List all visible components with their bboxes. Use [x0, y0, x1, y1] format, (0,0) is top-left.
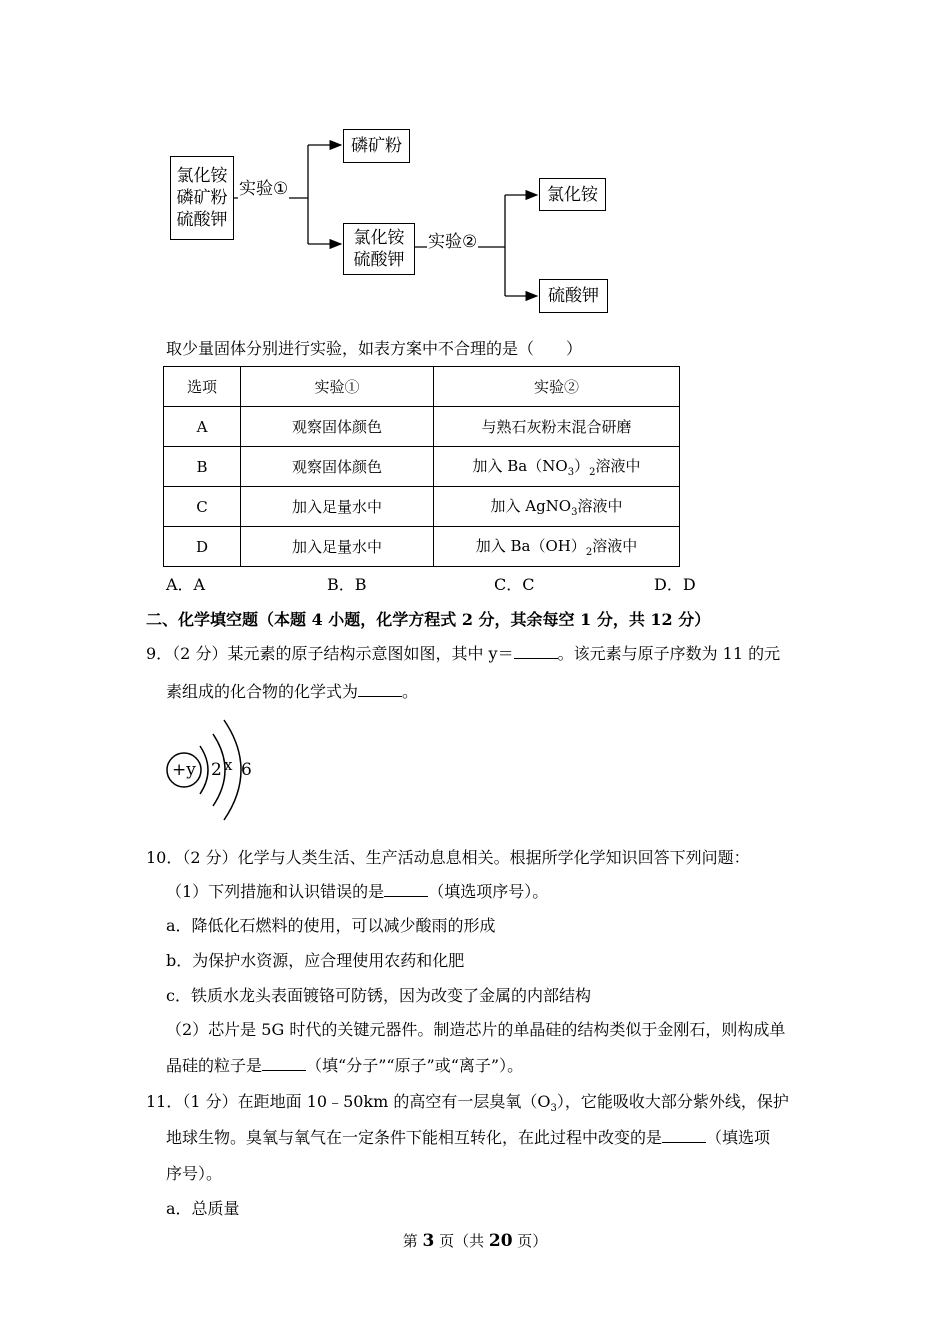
start-box-line-1: 氯化铵 — [176, 166, 228, 186]
mid-box-line-1: 氯化铵 — [353, 228, 405, 248]
q10-part2-line-2 — [166, 1053, 523, 1076]
q11-option-a: a．总质量 — [166, 1199, 240, 1218]
q10-option-c: c．铁质水龙头表面镀铬可防锈，因为改变了金属的内部结构 — [166, 986, 591, 1005]
choice-b: B．B — [327, 575, 367, 594]
q9-line-1 — [146, 641, 780, 664]
exp2-pre: 加入 Ba（NO — [472, 457, 568, 475]
shell-3-count: 6 — [241, 760, 252, 780]
answer-blank — [358, 682, 402, 697]
table-cell-exp2 — [434, 487, 680, 527]
choice-a: A．A — [166, 575, 206, 594]
q11-line-3: 序号）。 — [166, 1164, 223, 1183]
table-row — [164, 527, 680, 567]
q10-part2-line-2-b: （填“分子”“原子”或“离子”）。 — [306, 1056, 524, 1075]
table-header-row — [164, 367, 680, 407]
top-result-text: 磷矿粉 — [351, 136, 402, 156]
result-b-box — [539, 279, 608, 313]
answer-blank — [662, 1128, 706, 1143]
table-cell-option: A — [164, 407, 241, 447]
table-cell-exp1: 加入足量水中 — [241, 527, 434, 567]
q11-line-2-b: （填选项 — [706, 1128, 771, 1147]
start-box-line-2: 磷矿粉 — [176, 188, 228, 208]
table-row — [164, 407, 680, 447]
nucleus-charge: +y — [172, 760, 196, 780]
q10-part1-a: （1）下列措施和认识错误的是 — [166, 882, 385, 901]
exp2-sub: 2 — [585, 547, 593, 558]
exp2-sub: 3 — [567, 467, 575, 478]
exp2-mid: ） — [574, 457, 590, 475]
q11-line-1-b: ），它能吸收大部分紫外线，保护 — [556, 1092, 789, 1111]
q9-line-2 — [166, 679, 418, 702]
table-cell-option: D — [164, 527, 241, 567]
footer-post: 页） — [512, 1232, 548, 1250]
result-a-text: 氯化铵 — [547, 184, 598, 205]
footer-mid: 页（共 — [434, 1232, 489, 1250]
answer-blank — [514, 644, 558, 659]
exp2-post: 溶液中 — [577, 497, 623, 515]
table-cell-exp1: 观察固体颜色 — [241, 407, 434, 447]
result-b-text: 硫酸钾 — [548, 286, 599, 306]
table-header-cell: 实验① — [241, 367, 434, 407]
choice-c: C．C — [494, 575, 535, 594]
result-a-box — [539, 178, 606, 211]
table-cell-exp1: 加入足量水中 — [241, 487, 434, 527]
mid-box-line-2: 硫酸钾 — [353, 250, 405, 270]
start-box — [170, 156, 234, 240]
q11-line-1-sub: 3 — [550, 1103, 557, 1115]
exp2-post: 溶液中 — [595, 457, 641, 475]
table-cell-exp2: 与熟石灰粉末混合研磨 — [434, 407, 680, 447]
top-result-box — [343, 129, 410, 163]
mid-box — [343, 223, 415, 275]
section-title: 二、化学填空题（本题 4 小题，化学方程式 2 分，其余每空 1 分，共 12 分） — [146, 610, 711, 629]
q11-line-1-a: 11．（1 分）在距地面 10﹣50km 的高空有一层臭氧（O — [146, 1092, 551, 1111]
exp2-label: 实验② — [427, 227, 478, 252]
q9-line-2-b: 。 — [402, 682, 419, 701]
exp2-sub: 2 — [589, 467, 596, 478]
exp1-label: 实验① — [238, 174, 289, 199]
table-header-cell: 选项 — [164, 367, 241, 407]
q9-line-1-b: 。该元素与原子序数为 11 的元 — [557, 644, 781, 663]
q11-line-1 — [146, 1089, 789, 1114]
choice-d: D．D — [654, 575, 696, 594]
q11-line-2-a: 地球生物。臭氧与氧气在一定条件下能相互转化，在此过程中改变的是 — [166, 1128, 663, 1147]
answer-blank — [384, 882, 428, 897]
q9-line-2-a: 素组成的化合物的化学式为 — [166, 682, 359, 701]
exp2-pre: 加入 AgNO — [490, 497, 572, 515]
q10-part1 — [166, 879, 548, 902]
flow-arrows — [0, 0, 950, 330]
q10-part1-b: （填选项序号）。 — [428, 882, 549, 901]
page-footer — [0, 1230, 950, 1251]
exp2-sub: 3 — [571, 507, 578, 518]
footer-total-pages: 20 — [488, 1231, 513, 1251]
table-header-cell: 实验② — [434, 367, 680, 407]
q10-line-1: 10．（2 分）化学与人类生活、生产活动息息相关。根据所学化学知识回答下列问题： — [146, 848, 750, 867]
answer-blank — [262, 1056, 306, 1071]
table-row — [164, 487, 680, 527]
q11-line-2 — [166, 1125, 770, 1148]
table-cell-exp2 — [434, 447, 680, 487]
table-cell-exp1: 观察固体颜色 — [241, 447, 434, 487]
shell-2-count: x — [224, 756, 233, 774]
exp2-post: 溶液中 — [592, 537, 638, 555]
q10-option-b: b．为保护水资源，应合理使用农药和化肥 — [166, 951, 465, 970]
options-table — [163, 366, 680, 567]
q10-option-a: a．降低化石燃料的使用，可以减少酸雨的形成 — [166, 916, 496, 935]
table-cell-option: B — [164, 447, 241, 487]
exp2-pre: 加入 Ba（OH） — [475, 537, 586, 555]
q10-part2-line-2-a: 晶硅的粒子是 — [166, 1056, 263, 1075]
q10-part2-line-1: （2）芯片是 5G 时代的关键元器件。制造芯片的单晶硅的结构类似于金刚石，则构成单 — [166, 1020, 786, 1039]
q8-stem: 取少量固体分别进行实验，如表方案中不合理的是（ ） — [166, 339, 583, 358]
start-box-line-3: 硫酸钾 — [176, 210, 228, 230]
q9-line-1-a: 9．（2 分）某元素的原子结构示意图如图，其中 y＝ — [146, 644, 514, 663]
table-row — [164, 447, 680, 487]
table-cell-exp2 — [434, 527, 680, 567]
table-cell-option: C — [164, 487, 241, 527]
footer-page-number: 3 — [422, 1231, 435, 1251]
footer-pre: 第 — [402, 1232, 423, 1250]
shell-1-count: 2 — [211, 760, 222, 780]
